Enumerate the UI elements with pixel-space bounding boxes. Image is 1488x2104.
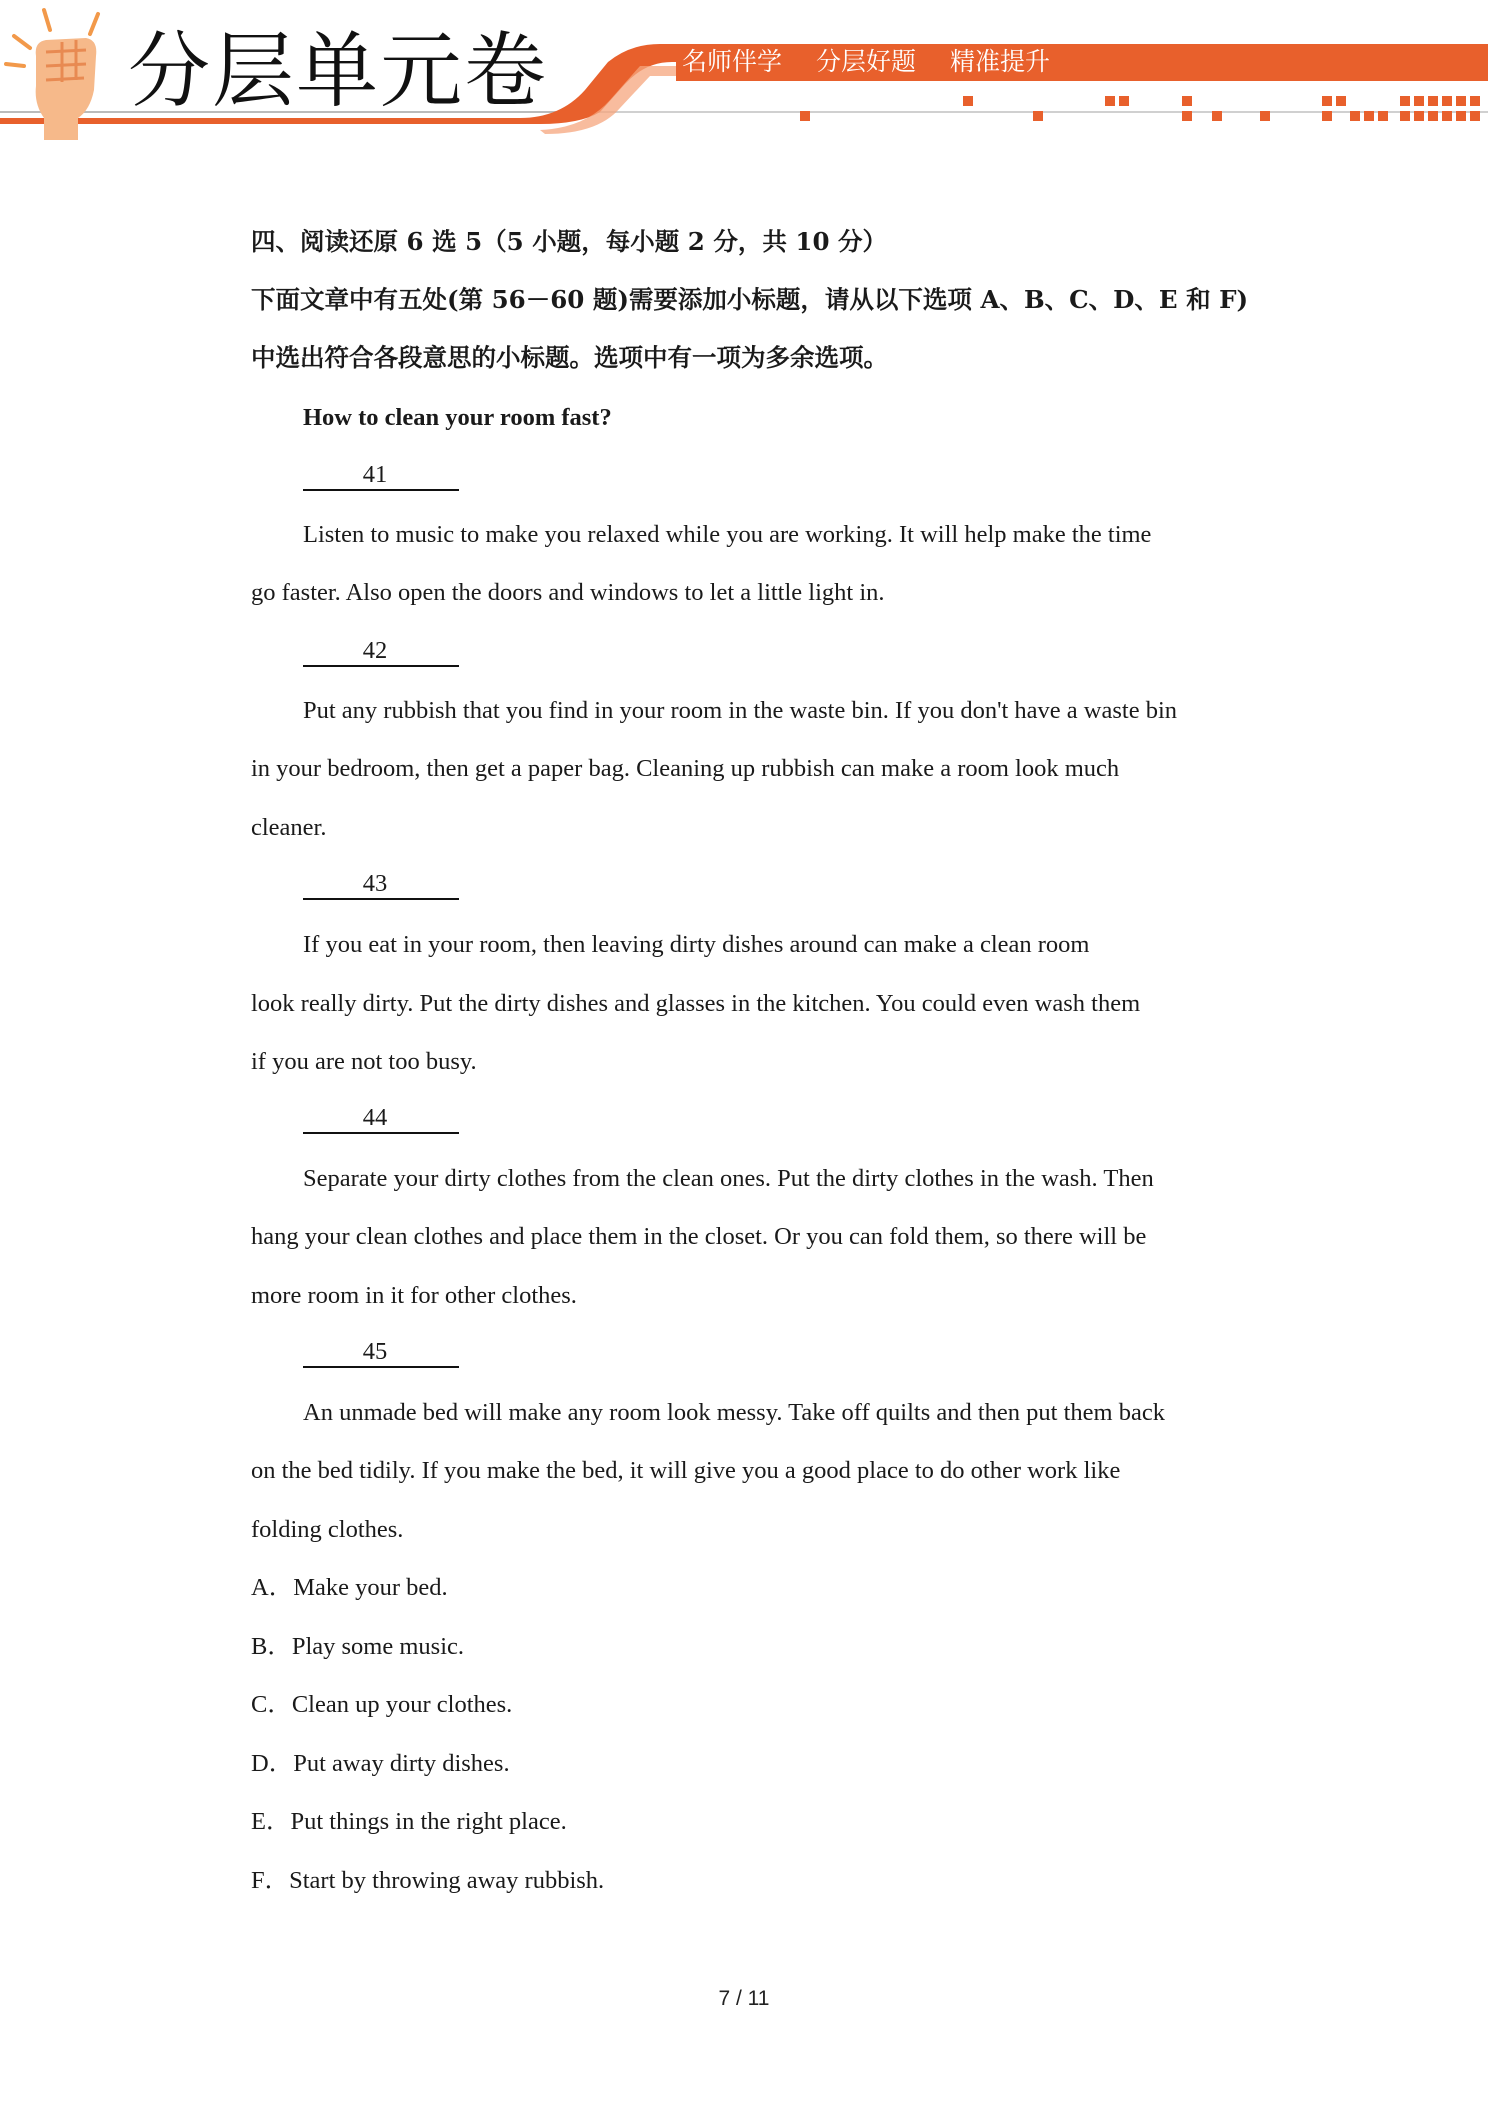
section-instruction: 下面文章中有五处(第 56－60 题)需要添加小标题，请从以下选项 A、B、C、D、E 和 F) (251, 285, 1249, 314)
option-d: D．Put away dirty dishes. (251, 1750, 510, 1777)
paragraph-line: Listen to music to make you relaxed while you are working. It will help make the time (303, 521, 1152, 548)
paragraph-line: An unmade bed will make any room look messy. Take off quilts and then put them back (303, 1399, 1165, 1426)
option-e: E．Put things in the right place. (251, 1808, 567, 1835)
slogan-item: 精准提升 (949, 47, 1050, 76)
blank-number: 45 (362, 1338, 388, 1365)
section-instruction: 中选出符合各段意思的小标题。选项中有一项为多余选项。 (251, 343, 888, 372)
paragraph-line: in your bedroom, then get a paper bag. Cleaning up rubbish can make a room look much (251, 755, 1120, 782)
section-heading: 四、阅读还原 6 选 5（5 小题，每小题 2 分，共 10 分） (251, 227, 888, 256)
paragraph-line: hang your clean clothes and place them in the closet. Or you can fold them, so there will be (251, 1223, 1147, 1250)
paragraph-line: go faster. Also open the doors and windows to let a little light in. (251, 579, 885, 606)
slogan-item: 分层好题 (815, 47, 916, 76)
header-slogan (682, 44, 1076, 80)
page-header (0, 0, 1488, 150)
passage-title: How to clean your room fast? (303, 404, 612, 431)
paragraph-line: If you eat in your room, then leaving dirty dishes around can make a clean room (303, 931, 1090, 958)
option-b: B．Play some music. (251, 1633, 465, 1660)
paragraph-line: if you are not too busy. (251, 1048, 477, 1075)
blank-number: 43 (362, 870, 388, 897)
paragraph-line: Put any rubbish that you find in your room in the waste bin. If you don't have a waste bin (303, 697, 1178, 724)
paragraph-line: folding clothes. (251, 1516, 404, 1543)
page-number: 7 / 11 (718, 1987, 770, 2010)
answer-blank[interactable] (303, 1335, 459, 1369)
answer-blank[interactable] (303, 867, 459, 901)
option-c: C．Clean up your clothes. (251, 1691, 513, 1718)
answer-blank[interactable] (303, 1101, 459, 1135)
paragraph-line: cleaner. (251, 814, 327, 841)
option-f: F．Start by throwing away rubbish. (251, 1867, 605, 1894)
option-a: A．Make your bed. (251, 1574, 448, 1601)
paragraph-line: Separate your dirty clothes from the clean ones. Put the dirty clothes in the wash. Then (303, 1165, 1154, 1192)
paragraph-line: look really dirty. Put the dirty dishes and glasses in the kitchen. You could even wash them (251, 990, 1141, 1017)
paragraph-line: on the bed tidily. If you make the bed, it will give you a good place to do other work like (251, 1457, 1121, 1484)
brand-title: 分层单元卷 (128, 24, 549, 119)
blank-number: 44 (362, 1104, 388, 1131)
paragraph-line: more room in it for other clothes. (251, 1282, 577, 1309)
answer-blank[interactable] (303, 458, 459, 492)
blank-number: 42 (362, 637, 388, 664)
answer-blank[interactable] (303, 634, 459, 668)
slogan-item: 名师伴学 (682, 47, 783, 76)
blank-number: 41 (362, 461, 388, 488)
